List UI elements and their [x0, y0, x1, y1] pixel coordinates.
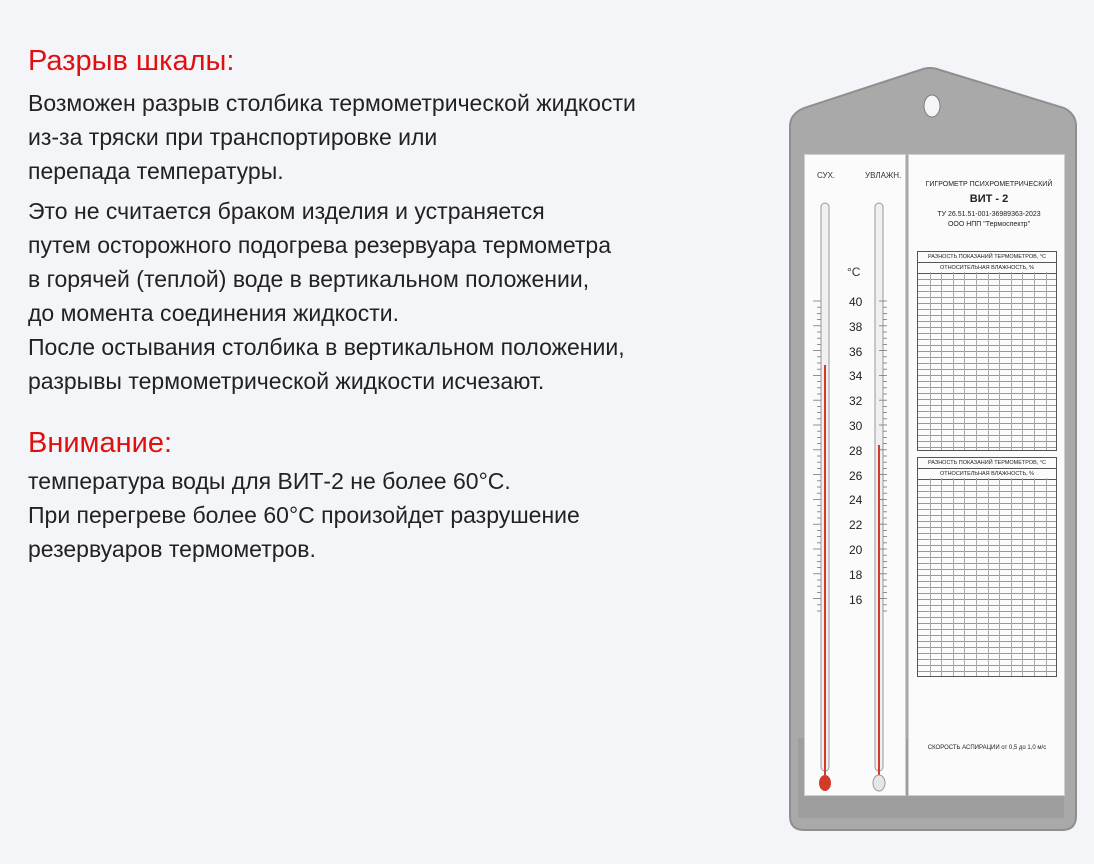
table-column-line	[1034, 272, 1035, 450]
warning-heading: Внимание:	[28, 427, 173, 459]
scale-tick-label: 24	[849, 493, 863, 508]
unit-label: °C	[847, 265, 861, 279]
table-column-line	[1034, 478, 1035, 676]
table-column-line	[1046, 478, 1047, 676]
table-column-line	[1011, 272, 1012, 450]
humidity-table-1	[917, 251, 1057, 451]
text-line: в горячей (теплой) воде в вертикальном положении,	[28, 266, 590, 292]
table-title: ГИГРОМЕТР ПСИХРОМЕТРИЧЕСКИЙ	[925, 181, 1053, 188]
table-column-line	[988, 272, 989, 450]
thermometer-panel	[804, 154, 906, 796]
scale-tick-label: 16	[849, 592, 863, 607]
table-column-line	[1011, 478, 1012, 676]
text-line: Возможен разрыв столбика термометрической жидкости	[28, 90, 636, 116]
table-column-line	[976, 478, 977, 676]
text-line: температура воды для ВИТ-2 не более 60°С.	[28, 468, 511, 494]
spec-number: ТУ 26.51.51-001-36989363-2023	[937, 211, 1041, 218]
model-name: ВИТ - 2	[969, 193, 1009, 205]
wet-label: УВЛАЖН.	[865, 171, 902, 180]
scale-tick-label: 22	[849, 518, 863, 533]
table-column-line	[999, 272, 1000, 450]
scale-tick-label: 18	[849, 567, 863, 582]
table-subheader: ОТНОСИТЕЛЬНАЯ ВЛАЖНОСТЬ, %	[918, 263, 1056, 274]
text-line: до момента соединения жидкости.	[28, 300, 399, 326]
warning-text	[28, 464, 788, 566]
table-subheader: ОТНОСИТЕЛЬНАЯ ВЛАЖНОСТЬ, %	[918, 469, 1056, 480]
text-line: перепада температуры.	[28, 158, 284, 184]
scale-break-remedy	[28, 194, 788, 398]
text-line: При перегреве более 60°С произойдет разрушение	[28, 502, 580, 528]
dry-label: СУХ.	[817, 171, 836, 180]
humidity-table-2	[917, 457, 1057, 677]
scale-tick-label: 40	[849, 295, 863, 309]
text-line: Это не считается браком изделия и устраняется	[28, 198, 545, 224]
table-column-line	[964, 478, 965, 676]
table-column-line	[976, 272, 977, 450]
hanging-hole-icon	[924, 95, 940, 117]
scale-tick-label: 34	[849, 369, 863, 384]
text-line: После остывания столбика в вертикальном положении,	[28, 334, 625, 360]
text-line: разрывы термометрической жидкости исчезают.	[28, 368, 545, 394]
scale-break-intro	[28, 86, 788, 188]
scale-tick-label: 20	[849, 543, 863, 557]
scale-tick-label: 30	[849, 419, 863, 433]
scale-tick-label: 36	[849, 344, 863, 359]
table-column-line	[953, 272, 954, 450]
table-column-line	[1022, 272, 1023, 450]
table-column-line	[930, 272, 931, 450]
text-line: из-за тряски при транспортировке или	[28, 124, 438, 150]
manufacturer: ООО НПП "Термоспектр"	[947, 221, 1031, 228]
scale-break-heading: Разрыв шкалы:	[28, 45, 235, 77]
text-line: резервуаров термометров.	[28, 536, 316, 562]
table-column-line	[941, 272, 942, 450]
table-header: РАЗНОСТЬ ПОКАЗАНИЙ ТЕРМОМЕТРОВ, °С	[918, 252, 1056, 263]
table-column-line	[964, 272, 965, 450]
table-column-line	[941, 478, 942, 676]
table-column-line	[930, 478, 931, 676]
text-line: путем осторожного подогрева резервуара термометра	[28, 232, 612, 258]
table-column-line	[953, 478, 954, 676]
table-header: РАЗНОСТЬ ПОКАЗАНИЙ ТЕРМОМЕТРОВ, °С	[918, 458, 1056, 469]
psychrometric-table-panel	[908, 154, 1065, 796]
hygrometer-image	[780, 66, 1082, 862]
scale-tick-label: 28	[849, 443, 863, 458]
scale-tick-label: 26	[849, 468, 863, 483]
table-column-line	[999, 478, 1000, 676]
text-column	[28, 44, 788, 566]
aspiration-note: СКОРОСТЬ АСПИРАЦИИ от 0,5 до 1,0 м/с	[927, 745, 1047, 751]
table-column-line	[1022, 478, 1023, 676]
scale-tick-label: 38	[849, 319, 863, 334]
scale-tick-label: 32	[849, 394, 863, 409]
table-column-line	[1046, 272, 1047, 450]
table-column-line	[988, 478, 989, 676]
